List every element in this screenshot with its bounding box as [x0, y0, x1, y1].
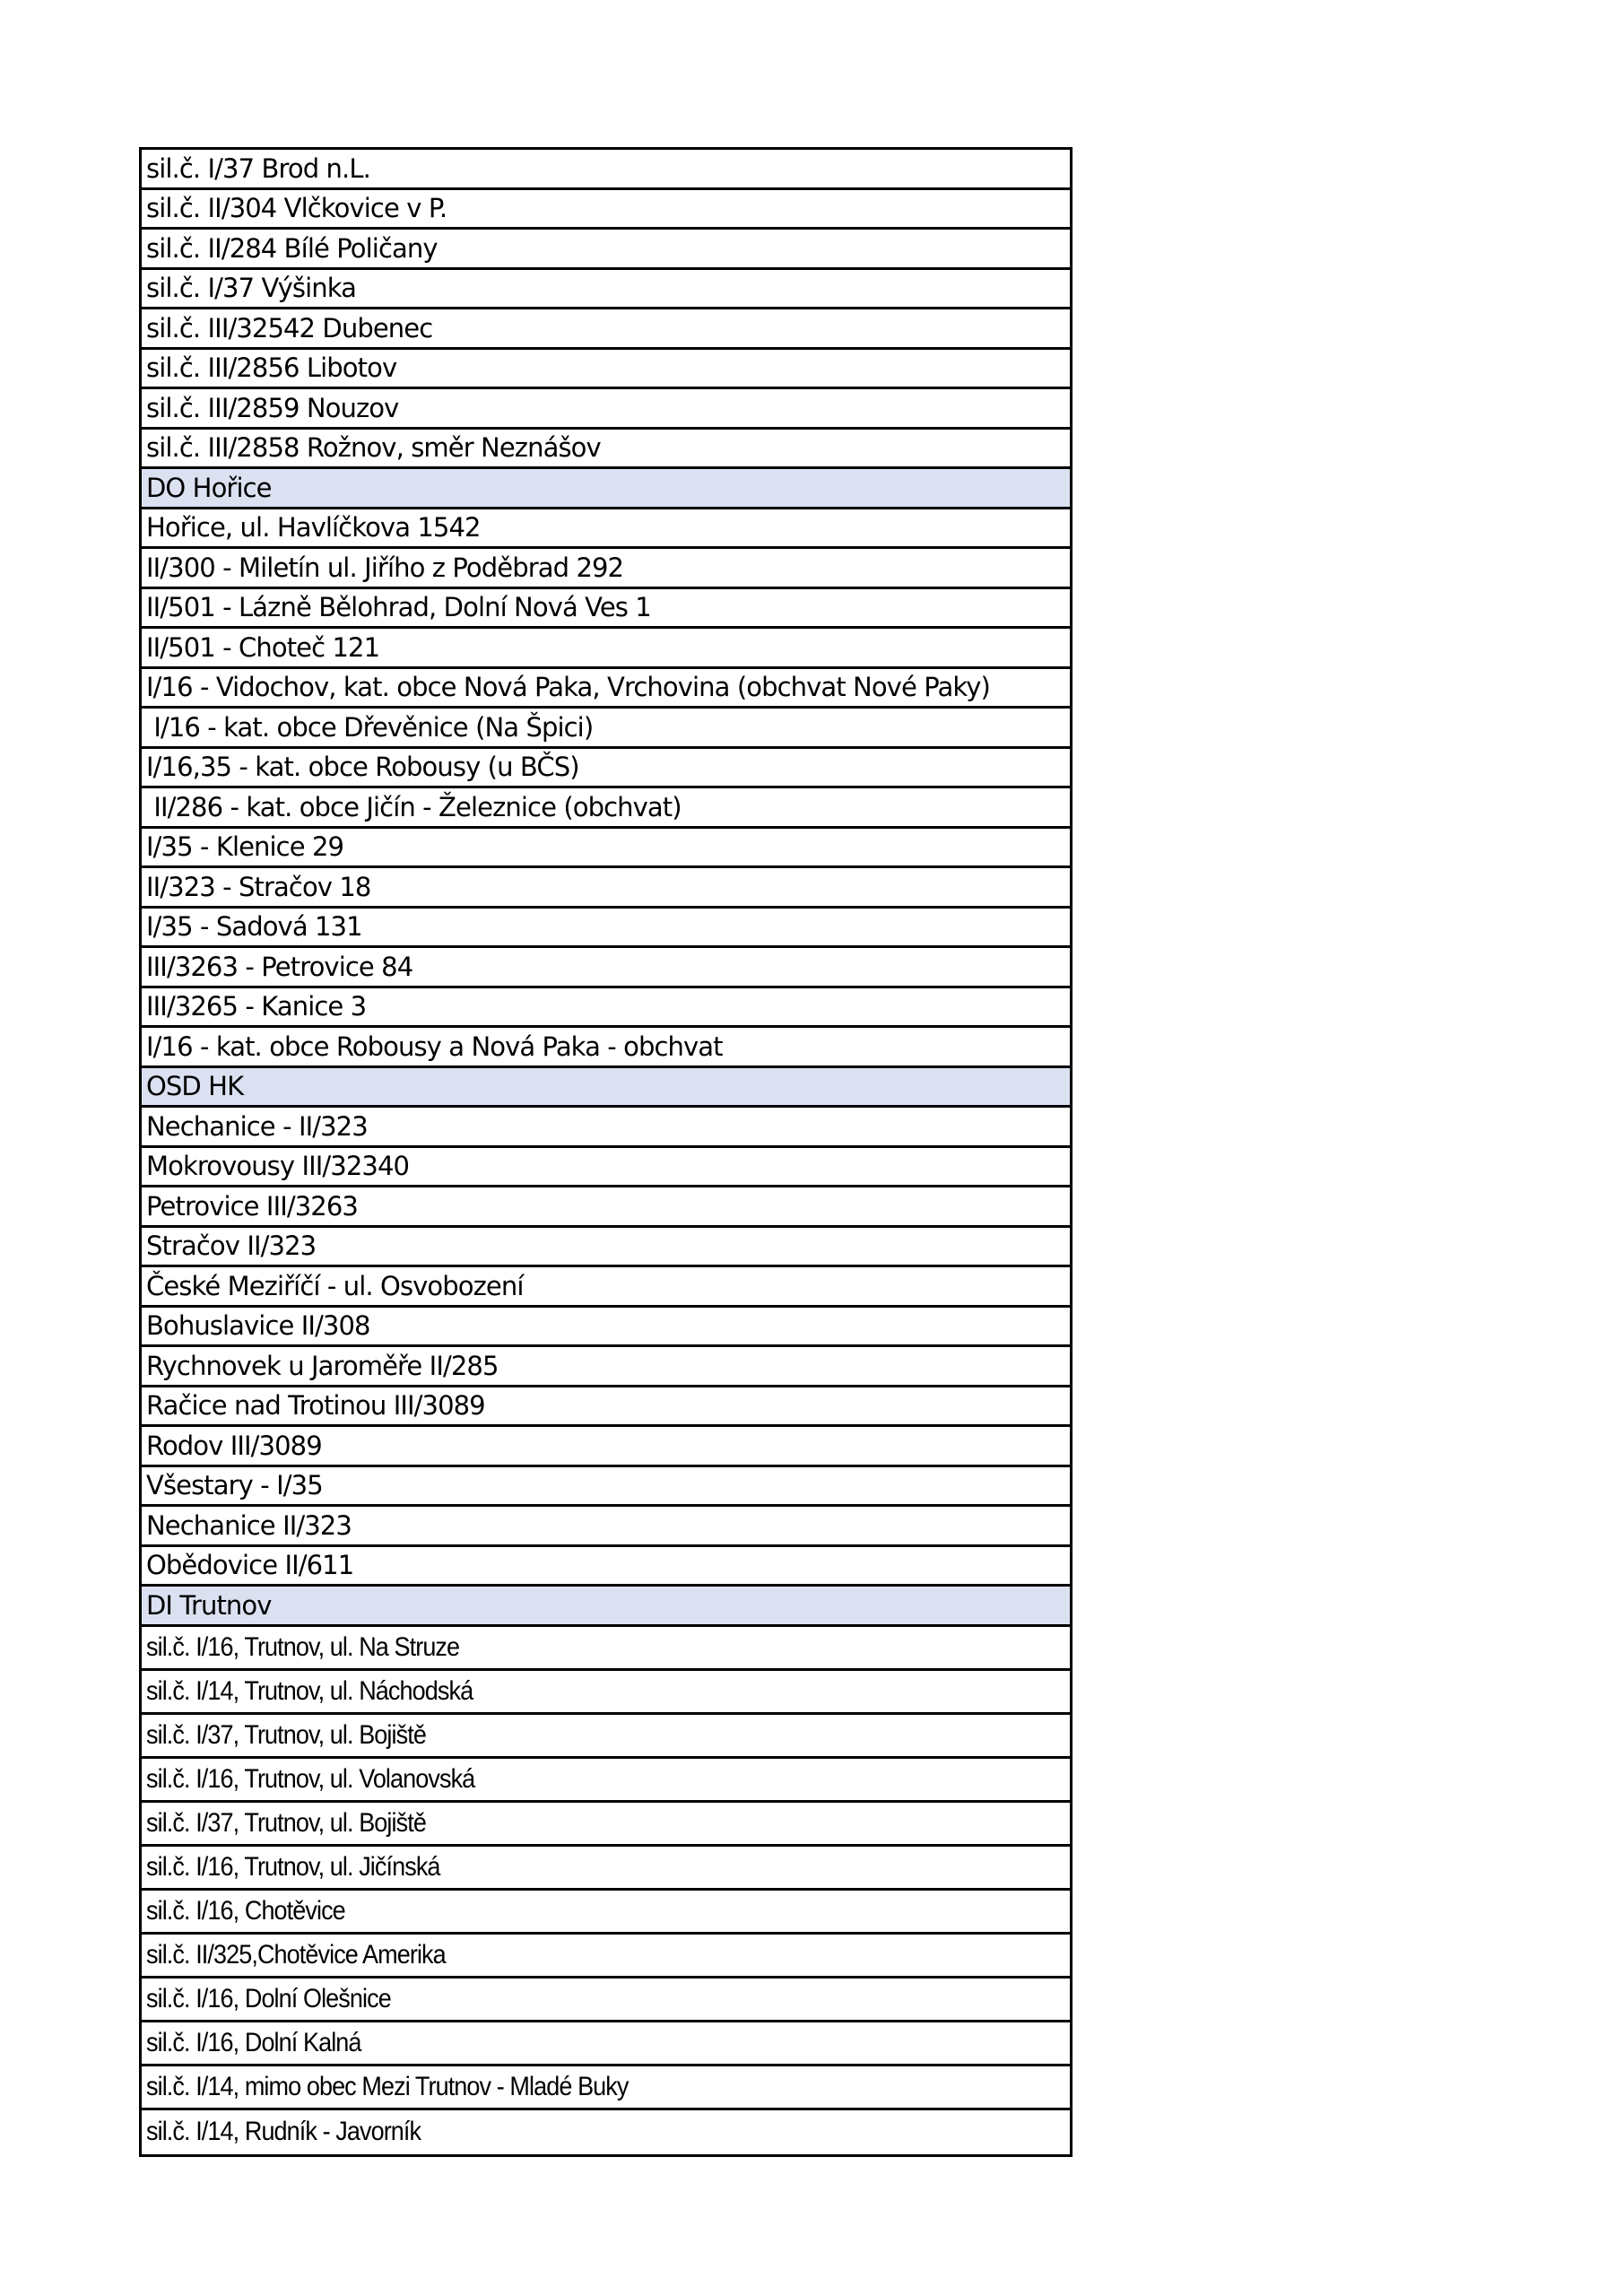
table-row	[142, 1148, 1070, 1188]
table-row	[142, 1187, 1070, 1228]
table-cell: I/35 - Klenice 29	[146, 831, 344, 863]
table-row	[142, 629, 1070, 669]
table-row	[142, 1387, 1070, 1428]
table-row	[142, 1427, 1070, 1467]
table-cell: III/3265 - Kanice 3	[146, 991, 367, 1022]
table-row	[142, 1028, 1070, 1068]
table-cell: Rychnovek u Jaroměře II/285	[146, 1350, 499, 1381]
table-row	[142, 309, 1070, 350]
table-cell: I/16 - kat. obce Robousy a Nová Paka - obchvat	[146, 1031, 723, 1062]
table-cell: sil.č. I/14, mimo obec Mezi Trutnov - Mladé Buky	[146, 2071, 629, 2101]
table-cell: II/501 - Choteč 121	[146, 631, 380, 663]
table-row	[142, 1935, 1070, 1979]
table-row	[142, 2022, 1070, 2066]
table-row	[142, 1627, 1070, 1671]
table-row	[142, 1228, 1070, 1268]
table-row	[142, 988, 1070, 1029]
table-cell: Račice nad Trotinou III/3089	[146, 1390, 485, 1422]
table-row	[142, 1979, 1070, 2022]
table-row	[142, 1108, 1070, 1148]
table-cell: Nechanice - II/323	[146, 1110, 368, 1142]
table-cell: sil.č. III/2859 Nouzov	[146, 392, 399, 423]
section-header-row	[142, 469, 1070, 509]
table-cell: Rodov III/3089	[146, 1430, 322, 1461]
table-cell: II/300 - Miletín ul. Jiřího z Poděbrad 292	[146, 552, 624, 583]
table-cell: sil.č. I/14, Rudník - Javorník	[146, 2117, 421, 2146]
section-header-label: DI Trutnov	[146, 1589, 272, 1621]
table-row	[142, 190, 1070, 230]
table-row	[142, 1547, 1070, 1587]
table-row	[142, 1507, 1070, 1547]
table-row	[142, 2110, 1070, 2154]
table-cell: České Meziříčí - ul. Osvobození	[146, 1270, 524, 1301]
table-cell: I/35 - Sadová 131	[146, 911, 362, 943]
table-cell: Všestary - I/35	[146, 1470, 323, 1501]
table-row	[142, 709, 1070, 749]
table-cell: sil.č. I/14, Trutnov, ul. Náchodská	[146, 1675, 473, 1706]
table-row	[142, 1759, 1070, 1803]
table-cell: Bohuslavice II/308	[146, 1310, 370, 1342]
table-cell: sil.č. III/2856 Libotov	[146, 352, 397, 384]
table-row	[142, 1347, 1070, 1387]
table-cell: III/3263 - Petrovice 84	[146, 951, 413, 982]
table-cell: I/16 - Vidochov, kat. obce Nová Paka, Vrchovina (obchvat Nové Paky)	[146, 672, 990, 703]
table-row	[142, 749, 1070, 789]
table-row	[142, 389, 1070, 430]
table-cell: sil.č. I/16, Dolní Olešnice	[146, 1983, 391, 2013]
table-row	[142, 549, 1070, 589]
table-cell: sil.č. II/325,Chotěvice Amerika	[146, 1939, 446, 1970]
table-row	[142, 589, 1070, 630]
location-table	[139, 147, 1073, 2157]
table-cell: sil.č. I/16, Trutnov, ul. Volanovská	[146, 1763, 475, 1794]
table-row	[142, 1803, 1070, 1847]
table-row	[142, 1267, 1070, 1308]
table-row	[142, 430, 1070, 470]
table-row	[142, 1715, 1070, 1759]
table-cell: sil.č. I/37 Brod n.L.	[146, 152, 370, 184]
table-cell: I/16 - kat. obce Dřevěnice (Na Špici)	[146, 711, 594, 743]
table-row	[142, 669, 1070, 709]
table-row	[142, 1467, 1070, 1508]
table-row	[142, 1847, 1070, 1891]
table-row	[142, 350, 1070, 390]
table-cell: sil.č. I/16, Trutnov, ul. Na Struze	[146, 1631, 460, 1662]
table-cell: Nechanice II/323	[146, 1509, 352, 1541]
table-row	[142, 868, 1070, 909]
table-row	[142, 1308, 1070, 1348]
table-cell: sil.č. I/16, Chotěvice	[146, 1895, 345, 1926]
table-row	[142, 948, 1070, 988]
table-cell: sil.č. I/37 Výšinka	[146, 273, 356, 304]
table-cell: sil.č. I/37, Trutnov, ul. Bojiště	[146, 1807, 426, 1838]
table-cell: Obědovice II/611	[146, 1550, 354, 1581]
table-row	[142, 829, 1070, 869]
table-cell: sil.č. II/304 Vlčkovice v P.	[146, 193, 447, 224]
table-cell: sil.č. III/32542 Dubenec	[146, 312, 433, 344]
section-header-label: OSD HK	[146, 1071, 244, 1102]
table-cell: II/286 - kat. obce Jičín - Železnice (obchvat)	[146, 791, 682, 822]
table-cell: I/16,35 - kat. obce Robousy (u BČS)	[146, 752, 579, 783]
table-cell: Petrovice III/3263	[146, 1190, 358, 1222]
table-cell: Stračov II/323	[146, 1231, 317, 1262]
table-row	[142, 230, 1070, 270]
table-cell: sil.č. III/2858 Rožnov, směr Neznášov	[146, 432, 601, 464]
table-cell: II/501 - Lázně Bělohrad, Dolní Nová Ves 1	[146, 592, 651, 623]
table-cell: II/323 - Stračov 18	[146, 871, 371, 902]
section-header-label: DO Hořice	[146, 472, 272, 503]
section-header-row	[142, 1587, 1070, 1627]
table-row	[142, 150, 1070, 190]
table-cell: sil.č. I/16, Dolní Kalná	[146, 2027, 361, 2057]
table-cell: sil.č. I/37, Trutnov, ul. Bojiště	[146, 1719, 426, 1750]
table-cell: Mokrovousy III/32340	[146, 1151, 410, 1182]
table-row	[142, 2066, 1070, 2110]
table-row	[142, 509, 1070, 550]
table-row	[142, 1891, 1070, 1935]
table-cell: sil.č. II/284 Bílé Poličany	[146, 232, 438, 264]
table-cell: sil.č. I/16, Trutnov, ul. Jičínská	[146, 1851, 440, 1882]
table-row	[142, 909, 1070, 949]
table-row	[142, 270, 1070, 310]
table-row	[142, 788, 1070, 829]
table-cell: Hořice, ul. Havlíčkova 1542	[146, 512, 481, 544]
table-row	[142, 1671, 1070, 1715]
section-header-row	[142, 1068, 1070, 1109]
